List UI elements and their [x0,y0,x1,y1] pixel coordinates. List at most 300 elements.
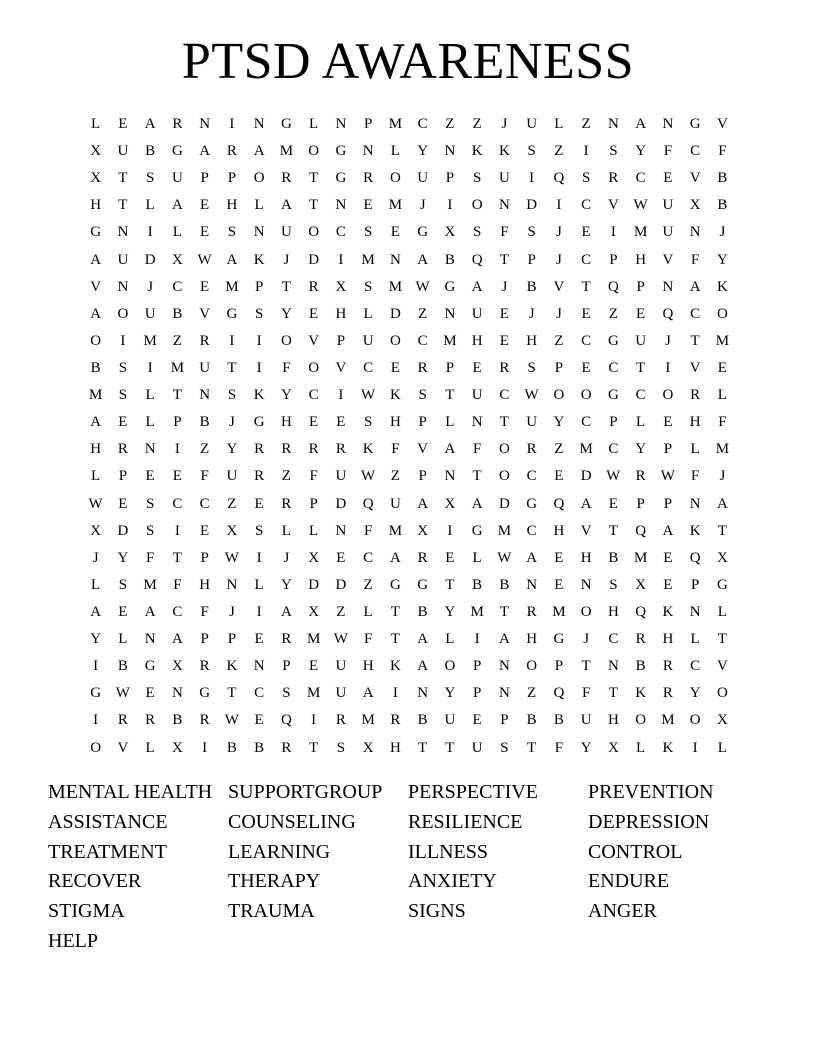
grid-letter: C [417,116,428,133]
grid-letter: S [254,522,264,539]
grid-letter: O [308,224,320,241]
grid-letter: H [662,631,674,648]
grid-letter: F [581,685,591,702]
grid-letter: P [445,360,455,377]
grid-letter: E [118,495,128,512]
grid-letter: U [280,224,292,241]
grid-letter: N [335,522,347,539]
grid-letter: K [635,685,647,702]
grid-letter: H [280,414,292,431]
grid-letter: R [199,712,210,729]
grid-letter: U [335,685,347,702]
grid-letter: A [580,495,592,512]
grid-letter: A [362,685,374,702]
grid-letter: C [172,604,183,621]
grid-letter: T [717,631,727,648]
grid-letter: C [581,251,592,268]
grid-letter: V [335,360,347,377]
grid-letter: T [636,360,646,377]
grid-letter: H [90,441,102,458]
word-list-item: DEPRESSION [588,810,710,833]
grid-letter: Q [635,604,647,621]
grid-letter: Y [90,631,102,648]
grid-letter: I [392,685,398,702]
grid-letter: I [474,631,480,648]
grid-letter: N [199,116,211,133]
grid-letter: O [90,332,102,349]
grid-letter: T [390,631,400,648]
grid-letter: C [608,441,619,458]
grid-letter: K [689,522,701,539]
grid-letter: V [417,441,429,458]
word-list-item: RECOVER [48,870,142,893]
grid-letter: N [253,224,265,241]
grid-letter: I [174,522,180,539]
grid-letter: F [200,468,209,485]
grid-letter: M [361,251,375,268]
grid-letter: I [529,170,535,187]
grid-letter: L [254,197,264,214]
grid-letter: S [282,685,291,702]
grid-letter: O [280,332,292,349]
grid-letter: T [527,739,537,756]
grid-letter: P [336,332,346,349]
grid-letter: J [283,549,290,566]
grid-letter: T [499,251,509,268]
grid-letter: R [635,468,646,485]
grid-letter: T [690,332,700,349]
grid-letter: I [556,197,562,214]
grid-letter: E [554,576,564,593]
grid-letter: L [363,604,373,621]
grid-letter: G [417,576,429,593]
grid-letter: J [92,549,99,566]
grid-letter: L [554,116,564,133]
word-list-item: MENTAL HEALTH [48,781,213,803]
grid-letter: D [335,576,347,593]
grid-letter: G [471,522,483,539]
grid-letter: B [90,360,101,377]
grid-letter: D [580,468,592,485]
grid-letter: V [662,251,674,268]
grid-letter: U [171,170,183,187]
grid-letter: V [199,305,211,322]
grid-letter: K [226,658,238,675]
grid-letter: P [690,576,700,593]
grid-letter: B [199,414,210,431]
grid-letter: L [145,197,155,214]
grid-letter: O [253,170,265,187]
grid-letter: G [335,143,347,160]
grid-letter: P [636,278,645,295]
grid-letter: Z [227,495,237,512]
grid-letter: A [526,549,538,566]
grid-letter: S [118,360,128,377]
grid-letter: C [635,387,646,404]
grid-letter: N [226,576,238,593]
grid-letter: I [120,332,126,349]
grid-letter: N [117,224,129,241]
grid-letter: D [389,305,401,322]
grid-letter: E [445,549,455,566]
grid-letter: F [500,224,509,241]
grid-letter: M [388,278,403,295]
grid-letter: Q [471,251,483,268]
word-list-item: PREVENTION [588,781,714,803]
grid-letter: I [256,604,262,621]
grid-letter: O [580,387,592,404]
grid-letter: P [282,658,291,675]
grid-letter: E [581,360,591,377]
grid-letter: O [553,387,565,404]
grid-letter: G [171,143,183,160]
grid-letter: U [471,305,483,322]
grid-letter: L [91,116,101,133]
grid-letter: E [499,332,509,349]
grid-letter: E [581,224,591,241]
grid-letter: C [254,685,265,702]
grid-letter: X [171,251,183,268]
grid-letter: W [224,549,239,566]
grid-letter: P [609,251,618,268]
grid-letter: S [418,387,427,404]
grid-letter: A [417,631,429,648]
grid-letter: P [254,278,264,295]
grid-letter: G [199,685,211,702]
grid-letter: V [553,278,565,295]
grid-letter: R [254,468,265,485]
grid-letter: A [199,143,211,160]
grid-letter: Q [280,712,292,729]
grid-letter: S [254,305,264,322]
word-list-item: LEARNING [228,840,331,863]
grid-letter: T [445,739,455,756]
grid-letter: E [390,360,400,377]
grid-letter: G [526,495,538,512]
word-list-item: THERAPY [228,870,321,893]
word-list-item: ILLNESS [408,840,488,863]
grid-letter: Z [527,685,537,702]
grid-letter: C [581,414,592,431]
grid-letter: E [608,495,618,512]
grid-letter: Y [444,685,456,702]
grid-letter: Z [608,305,618,322]
grid-letter: A [226,251,238,268]
grid-letter: M [633,224,648,241]
grid-letter: X [171,658,183,675]
grid-letter: T [309,170,319,187]
grid-letter: U [335,468,347,485]
grid-letter: S [472,224,482,241]
grid-letter: U [226,468,238,485]
grid-letter: G [90,224,102,241]
grid-letter: W [333,631,348,648]
grid-letter: S [609,576,618,593]
grid-letter: U [471,387,483,404]
grid-letter: P [200,170,209,187]
grid-letter: G [607,387,619,404]
grid-letter: Y [580,739,592,756]
grid-letter: R [281,495,292,512]
grid-letter: I [147,360,153,377]
grid-letter: G [226,305,238,322]
grid-letter: I [311,712,317,729]
grid-letter: A [417,251,429,268]
grid-letter: N [253,658,265,675]
grid-letter: L [445,631,455,648]
word-list-item: HELP [48,929,98,952]
grid-letter: M [279,143,294,160]
grid-letter: T [172,387,182,404]
grid-letter: K [716,278,728,295]
grid-letter: T [227,360,237,377]
grid-letter: F [690,251,700,268]
grid-letter: M [715,441,730,458]
grid-letter: C [635,170,646,187]
grid-letter: X [716,549,728,566]
grid-letter: A [90,604,102,621]
grid-letter: I [229,116,235,133]
grid-letter: Z [581,116,591,133]
grid-letter: I [256,332,262,349]
grid-letter: W [524,387,539,404]
grid-letter: U [199,360,211,377]
grid-letter: C [690,143,701,160]
grid-letter: G [689,116,701,133]
grid-letter: S [227,224,237,241]
grid-letter: R [117,712,128,729]
grid-letter: X [444,224,456,241]
grid-letter: L [91,468,101,485]
grid-letter: G [90,685,102,702]
word-list-item: PERSPECTIVE [408,781,539,803]
grid-letter: A [90,305,102,322]
grid-letter: W [361,387,376,404]
grid-letter: K [389,387,401,404]
grid-letter: F [718,143,727,160]
grid-letter: F [200,604,209,621]
grid-letter: S [118,576,128,593]
grid-letter: R [417,549,428,566]
grid-letter: T [608,685,618,702]
grid-letter: P [554,360,564,377]
grid-letter: J [147,278,154,295]
grid-letter: P [309,495,318,512]
grid-letter: N [444,468,456,485]
grid-letter: Q [635,522,647,539]
grid-letter: R [308,441,319,458]
grid-letter: F [472,441,482,458]
grid-letter: I [256,360,262,377]
grid-letter: N [607,658,619,675]
grid-letter: D [144,251,156,268]
grid-letter: T [227,685,237,702]
grid-letter: C [308,387,319,404]
grid-letter: S [118,387,128,404]
grid-letter: Q [553,495,565,512]
grid-letter: V [580,522,592,539]
grid-letter: S [527,143,536,160]
grid-letter: Z [554,332,564,349]
grid-letter: E [663,170,673,187]
grid-letter: T [309,197,319,214]
grid-letter: J [228,604,235,621]
grid-letter: N [362,143,374,160]
grid-letter: L [472,549,482,566]
grid-letter: X [308,604,320,621]
grid-letter: H [526,631,538,648]
grid-letter: G [716,576,728,593]
grid-letter: T [445,576,455,593]
grid-letter: I [665,360,671,377]
grid-letter: L [145,387,155,404]
grid-letter: Q [607,278,619,295]
grid-letter: D [526,197,538,214]
grid-letter: H [607,604,619,621]
grid-letter: U [662,197,674,214]
grid-letter: B [499,576,510,593]
grid-letter: J [419,197,426,214]
grid-letter: U [498,170,510,187]
grid-letter: E [636,305,646,322]
grid-letter: N [498,197,510,214]
grid-letter: X [226,522,238,539]
grid-letter: D [335,495,347,512]
grid-letter: Y [444,604,456,621]
grid-letter: N [171,685,183,702]
grid-letter: G [144,658,156,675]
word-list-item: ENDURE [588,870,670,893]
grid-letter: I [174,441,180,458]
grid-letter: S [527,360,536,377]
word-list-item: STIGMA [48,900,125,923]
grid-letter: E [118,604,128,621]
grid-letter: L [690,631,700,648]
grid-letter: X [444,495,456,512]
grid-letter: M [388,197,403,214]
grid-letter: O [308,143,320,160]
grid-letter: C [526,468,537,485]
grid-letter: N [580,576,592,593]
grid-letter: D [498,495,510,512]
grid-letter: O [117,305,129,322]
grid-letter: E [200,278,210,295]
grid-letter: O [526,658,538,675]
grid-letter: E [554,549,564,566]
grid-letter: T [717,522,727,539]
grid-letter: C [172,278,183,295]
grid-letter: B [717,197,728,214]
grid-letter: H [580,549,592,566]
grid-letter: E [309,414,319,431]
grid-letter: P [663,441,673,458]
grid-letter: O [716,685,728,702]
grid-letter: A [144,116,156,133]
grid-letter: N [689,224,701,241]
grid-letter: O [389,332,401,349]
grid-letter: L [281,522,291,539]
grid-letter: E [663,414,673,431]
grid-letter: J [555,251,562,268]
grid-letter: E [309,305,319,322]
grid-letter: S [145,495,155,512]
grid-letter: J [583,631,590,648]
grid-letter: O [471,197,483,214]
grid-letter: Y [280,305,292,322]
grid-letter: E [254,631,264,648]
grid-letter: L [145,414,155,431]
grid-letter: J [555,224,562,241]
grid-letter: L [717,739,727,756]
grid-letter: T [118,170,128,187]
grid-letter: L [254,576,264,593]
grid-letter: S [500,739,509,756]
grid-letter: N [498,685,510,702]
grid-letter: U [144,305,156,322]
grid-letter: K [389,658,401,675]
grid-letter: N [144,441,156,458]
grid-letter: I [202,739,208,756]
grid-letter: A [389,549,401,566]
grid-letter: T [118,197,128,214]
grid-letter: V [689,170,701,187]
grid-letter: N [199,387,211,404]
grid-letter: U [471,739,483,756]
word-list [48,778,768,957]
grid-letter: S [581,170,591,187]
word-list-item: ASSISTANCE [48,810,168,833]
grid-letter: R [608,170,619,187]
grid-letter: J [283,251,290,268]
grid-letter: D [308,576,320,593]
grid-letter: N [389,251,401,268]
grid-letter: E [336,549,346,566]
grid-letter: B [172,712,183,729]
grid-letter: M [170,360,185,377]
grid-letter: H [90,197,102,214]
grid-letter: S [472,170,482,187]
grid-letter: R [335,712,346,729]
grid-letter: N [444,305,456,322]
grid-letter: B [254,739,265,756]
grid-letter: G [253,414,265,431]
grid-letter: H [607,712,619,729]
grid-letter: R [526,441,537,458]
grid-letter: C [608,631,619,648]
grid-letter: H [526,332,538,349]
grid-letter: B [417,604,428,621]
grid-letter: B [444,251,455,268]
grid-letter: U [635,332,647,349]
grid-letter: A [689,278,701,295]
grid-letter: T [172,549,182,566]
grid-letter: Q [662,305,674,322]
grid-letter: X [335,278,347,295]
grid-letter: U [417,170,429,187]
grid-letter: D [117,522,129,539]
grid-letter: E [254,495,264,512]
grid-letter: H [389,739,401,756]
grid-letter: Z [445,116,455,133]
grid-letter: F [309,468,318,485]
grid-letter: Y [716,251,728,268]
grid-letter: Y [226,441,238,458]
grid-letter: B [635,658,646,675]
grid-letter: G [607,332,619,349]
grid-letter: I [583,143,589,160]
grid-letter: U [526,116,538,133]
grid-letter: A [471,495,483,512]
